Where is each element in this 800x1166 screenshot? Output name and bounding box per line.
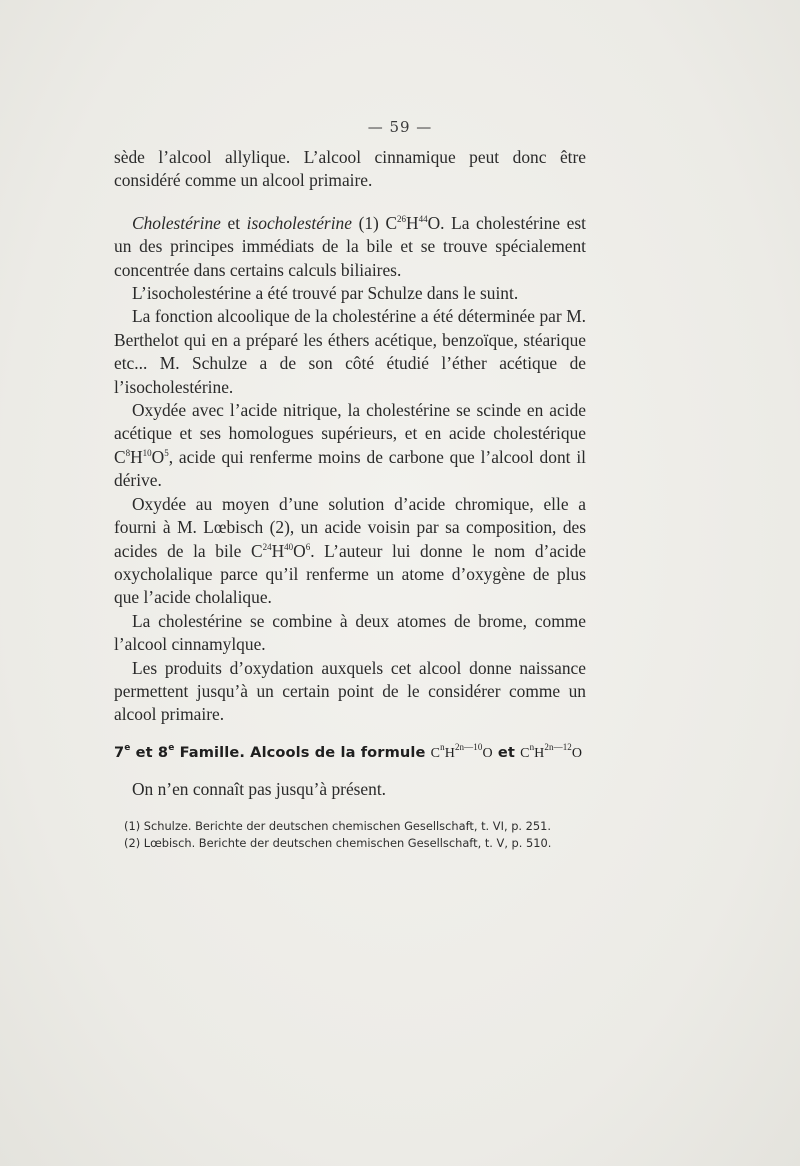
f2-h: H [534, 746, 545, 761]
paragraph-oxydation: Les produits d’oxydation auxquels cet alcool donne naissance permettent jusqu’à un certain point de le considérer comme un alcool primaire. [114, 657, 586, 725]
formula-sup-c24: 24 [262, 541, 272, 552]
formula-o-c: O [293, 540, 306, 561]
paragraph-cholesterine [114, 212, 586, 282]
footnote-1: (1) Schulze. Berichte der deutschen chemischen Gesellschaft, t. VI, p. 251. [124, 819, 552, 833]
footnote-2: (2) Lœbisch. Berichte der deutschen chemischen Gesellschaft, t. V, p. 510. [124, 836, 552, 850]
formula-h-b: H [130, 446, 143, 467]
f1-o: O [482, 746, 493, 761]
formula-sup-h: 44 [418, 213, 428, 224]
paragraph-oxydee-nitrique [114, 399, 586, 493]
f1-sup-n: n [440, 742, 445, 752]
formula-h-c: H [271, 540, 285, 561]
f1-c: C [430, 746, 441, 761]
formula-sup-h10: 10 [142, 447, 152, 458]
f2-sup-2n: 2n—12 [544, 742, 572, 752]
f2-o: O [571, 746, 583, 761]
paragraph-oxydee-chromique [114, 493, 586, 610]
ref-formula-start: (1) C [358, 212, 398, 233]
formula-sup-o6: 6 [305, 541, 311, 552]
heading-title: Famille. Alcools de la formule [174, 744, 431, 761]
section-heading [114, 744, 586, 762]
paragraph-brome: La cholestérine se combine à deux atomes de brome, comme l’alcool cinnamylque. [114, 610, 586, 655]
heading-seven: 7 [114, 744, 125, 761]
heading-and: et [492, 744, 521, 761]
chromic-text-end: . L’auteur lui donne le nom d’acide oxycholalique parce qu’il renferme un atome d’oxygène de plus que l’acide cholalique. [114, 540, 586, 608]
cholesterine-description: O. La cholestérine est un des principes immédiats de la bile et se trouve spécialement concentrée dans certains calculs biliaires. [114, 212, 586, 280]
heading-eight: et 8 [130, 744, 169, 761]
paragraph-isocholesterine: L’isocholestérine a été trouvé par Schulze dans le suint. [132, 283, 519, 304]
term-cholesterine: Cholestérine [132, 212, 221, 233]
nitric-text-start: Oxydée avec l’acide nitrique, la cholestérine se scinde en acide acétique et ses homologues supérieurs, et en acide cholestérique C [114, 400, 586, 467]
formula-sup-c: 26 [397, 213, 407, 224]
footnotes [114, 818, 586, 852]
section-text: On n’en connaît pas jusqu’à présent. [132, 779, 387, 799]
nitric-text-end: , acide qui renferme moins de carbone que l’alcool dont il dérive. [114, 446, 586, 491]
heading-formula-1 [430, 742, 493, 761]
formula-sup-c8: 8 [125, 447, 131, 458]
f2-c: C [520, 746, 530, 761]
heading-formula-2 [520, 742, 583, 761]
f2-sup-n: n [529, 742, 535, 752]
paragraph-continuation: sède l’alcool allylique. L’alcool cinnamique peut donc être considéré comme un alcool primaire. [114, 147, 586, 191]
paragraph-fonction-alcoolique: La fonction alcoolique de la cholestérine a été déterminée par M. Berthelot qui en a préparé les éthers acétique, benzoïque, stéarique etc... M. Schulze a de son côté étudié l’éther acétique de l’isocholestérine. [114, 306, 586, 397]
conjunction-et: et [227, 212, 241, 233]
formula-h: H [406, 212, 419, 233]
f1-sup-2n: 2n—10 [454, 742, 483, 752]
heading-eight-sup: e [168, 743, 175, 753]
formula-sup-h40: 40 [284, 541, 294, 552]
formula-o-b: O [151, 446, 165, 467]
body-text [114, 146, 586, 727]
term-isocholesterine: isocholestérine [246, 212, 352, 233]
heading-seven-sup: e [124, 743, 131, 753]
chromic-text-start: Oxydée au moyen d’une solution d’acide chromique, elle a fourni à M. Lœbisch (2), un acide voisin par sa composition, des acides de la bile C [114, 493, 586, 561]
f1-h: H [444, 746, 455, 761]
page-number: — 59 — [367, 118, 433, 136]
formula-sup-o5: 5 [164, 447, 169, 458]
